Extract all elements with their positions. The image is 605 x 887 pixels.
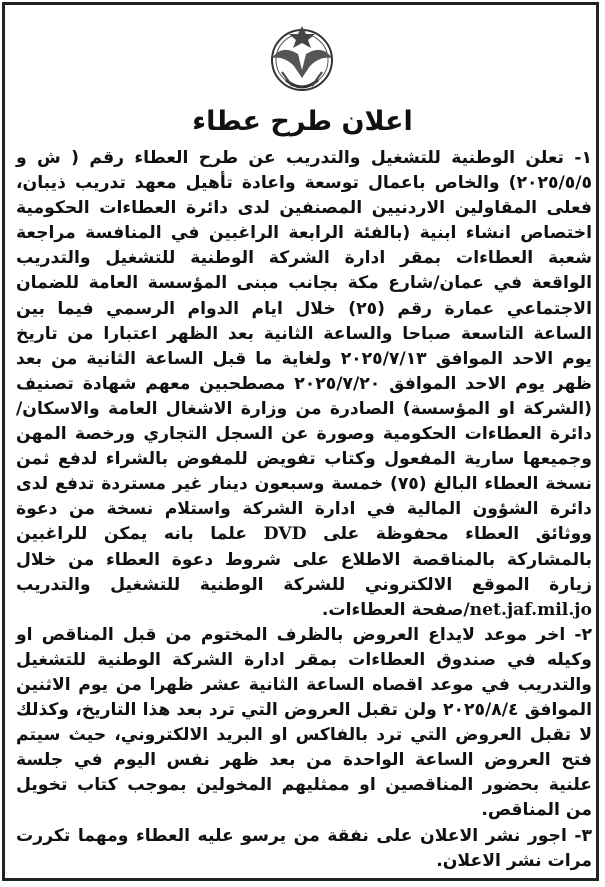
page-title: اعلان طرح عطاء bbox=[192, 106, 413, 137]
paragraph-3: ٣- اجور نشر الاعلان على نفقة من يرسو عليه العطاء ومهما تكررت مرات نشر الاعلان. bbox=[16, 825, 592, 871]
website-link[interactable]: net.jaf.mil.jo bbox=[469, 599, 592, 620]
dvd-label: DVD bbox=[263, 524, 307, 545]
coat-of-arms-icon bbox=[258, 14, 346, 102]
notice-body bbox=[16, 146, 592, 874]
paragraph-1: ١- تعلن الوطنية للتشغيل والتدريب عن طرح العطاء رقم ( ش و ٢٠٢٥/٥/٥) والخاص باعمال توسعة واعادة تأهيل معهد تدريب ذيبان، فعلى المقاولين الاردنيين المصنفين لدى دائرة العطاءات الحكومية اختصاص انشاء ابنية (بالفئة الرابعة الراغبين في المنافسة مراجعة شعبة العطاءات بمقر ادارة الشركة الوطنية للتشغيل والتدريب الواقعة في عمان/شارع مكة بجانب مبنى المؤسسة العامة للضمان الاجتماعي عمارة رقم (٢٥) خلال ايام الدوام الرسمي فيما بين الساعة التاسعة صباحا والساعة الثانية بعد الظهر اعتبارا من تاريخ يوم الاحد الموافق ٢٠٢٥/٧/١٣ ولغاية ما قبل الساعة الثانية من بعد ظهر يوم الاحد الموافق ٢٠٢٥/٧/٢٠ مصطحبين معهم شهادة تصنيف (الشركة او المؤسسة) الصادرة من وزارة الاشغال العامة والاسكان/دائرة العطاءات الحكومية وصورة عن السجل التجاري ورخصة المهن وجميعها سارية المفعول وكتاب تفويض للمفوض بالشراء لدفع ثمن نسخة العطاء البالغ (٧٥) خمسة وسبعون دينار غير مستردة تدفع لدى دائرة الشؤون المالية في ادارة الشركة واستلام نسخة من دعوة ووثائق العطاء محفوظة على DVD علما بانه يمكن للراغبين بالمشاركة بالمناقصة الاطلاع على شروط دعوة العطاء من خلال زيارة الموقع الالكتروني للشركة الوطنية للتشغيل والتدريب net.jaf.mil.jo/صفحة العطاءات. bbox=[16, 148, 593, 620]
paragraph-2: ٢- اخر موعد لايداع العروض بالظرف المختوم من قبل المناقص او وكيله في صندوق العطاءات بمقر ادارة الشركة الوطنية للتشغيل والتدريب في موعد اقصاه الساعة الثانية عشر ظهرا من يوم الاثنين الموافق ٢٠٢٥/٨/٤ ولن تقبل العروض التي ترد بعد هذا التاريخ، وكذلك لا تقبل العروض التي ترد بالفاكس او البريد الالكتروني، حيث سيتم فتح العروض الساعة الواحدة من بعد ظهر نفس اليوم في جلسة علنية بحضور المناقصين او ممثليهم المخولين بموجب كتاب تخويل من المناقص. bbox=[16, 624, 593, 821]
